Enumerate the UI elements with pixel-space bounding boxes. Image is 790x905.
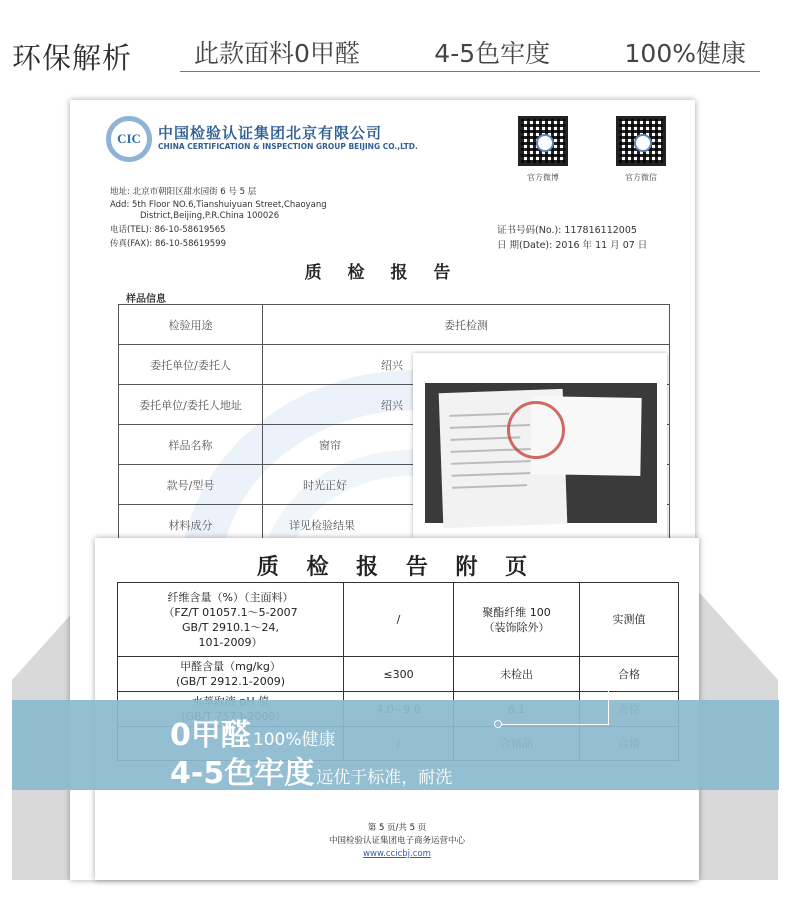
page-number: 第 5 页/共 5 页 [367,823,427,833]
feature-colorfastness: 4-5色牢度 [434,39,551,68]
table-row: 委托单位/委托人 绍兴 [119,345,670,385]
telephone: 电话(TEL): 86-10-58619565 [110,225,226,235]
table-row: 委托单位/委托人地址 绍兴 [119,385,670,425]
attachment-title: 质 检 报 告 附 页 [256,554,538,580]
banner-washable: 远优于标准，耐洗 [316,768,453,788]
certificate-date: 日 期(Date): 2016 年 11 月 07 日 [497,240,648,251]
address-en-line2: District,Beijing,P.R.China 100026 [140,211,280,221]
banner-colorfastness: 4-5色牢度 [170,756,315,791]
wechat-qr-icon [616,116,666,166]
attachment-footer [95,822,699,861]
feature-formaldehyde: 此款面料0甲醛 [194,39,360,68]
product-label-photo [413,353,667,538]
weibo-qr-label: 官方微博 [527,173,559,182]
feature-health: 100%健康 [624,39,746,68]
section-title: 环保解析 [12,41,133,75]
cic-logo: CIC [106,116,152,162]
operation-center: 中国检验认证集团电子商务运营中心 [328,836,465,846]
address-cn: 地址: 北京市朝阳区甜水园街 6 号 5 层 [110,187,257,197]
feature-list [180,34,760,72]
banner-line2 [170,748,452,792]
table-row: 款号/型号 时光正好 [119,465,670,505]
table-row: 样品名称 窗帘 [119,425,670,465]
highlight-banner [12,700,779,790]
banner-formaldehyde: 0甲醛 [170,718,251,753]
wechat-qr-label: 官方微信 [625,173,657,182]
address-en-line1: Add: 5th Floor NO.6,Tianshuiyuan Street,Chaoyang [110,200,327,210]
pointer-dot-icon [494,720,502,728]
pointer-line [502,724,608,725]
fax: 传真(FAX): 86-10-58619599 [110,239,226,249]
table-row: 检验用途 委托检测 [119,305,670,345]
organization-name-cn: 中国检验认证集团北京有限公司 [158,124,383,142]
report-title: 质 检 报 告 [304,263,461,283]
website-link[interactable]: www.ccicbj.com [363,849,431,859]
weibo-qr-icon [518,116,568,166]
section-header [0,0,790,80]
table-row: 甲醛含量（mg/kg） (GB/T 2912.1-2009) ≤300 未检出 合格 [118,657,679,692]
sample-info-label: 样品信息 [126,294,166,305]
organization-name-en: CHINA CERTIFICATION & INSPECTION GROUP BEIJING CO.,LTD. [158,142,418,151]
red-seal-icon [507,401,565,459]
banner-health: 100%健康 [252,730,336,750]
table-row: 纤维含量（%）（主面料） （FZ/T 01057.1～5-2007 GB/T 2910.1～24, 101-2009） / 聚酯纤维 100 （装饰除外） 实测值 [118,583,679,657]
pointer-line-vertical [608,688,609,725]
table-row: 材料成分 详见检验结果 [119,505,670,545]
certificate-number: 证书号码(No.): 117816112005 [497,225,637,236]
